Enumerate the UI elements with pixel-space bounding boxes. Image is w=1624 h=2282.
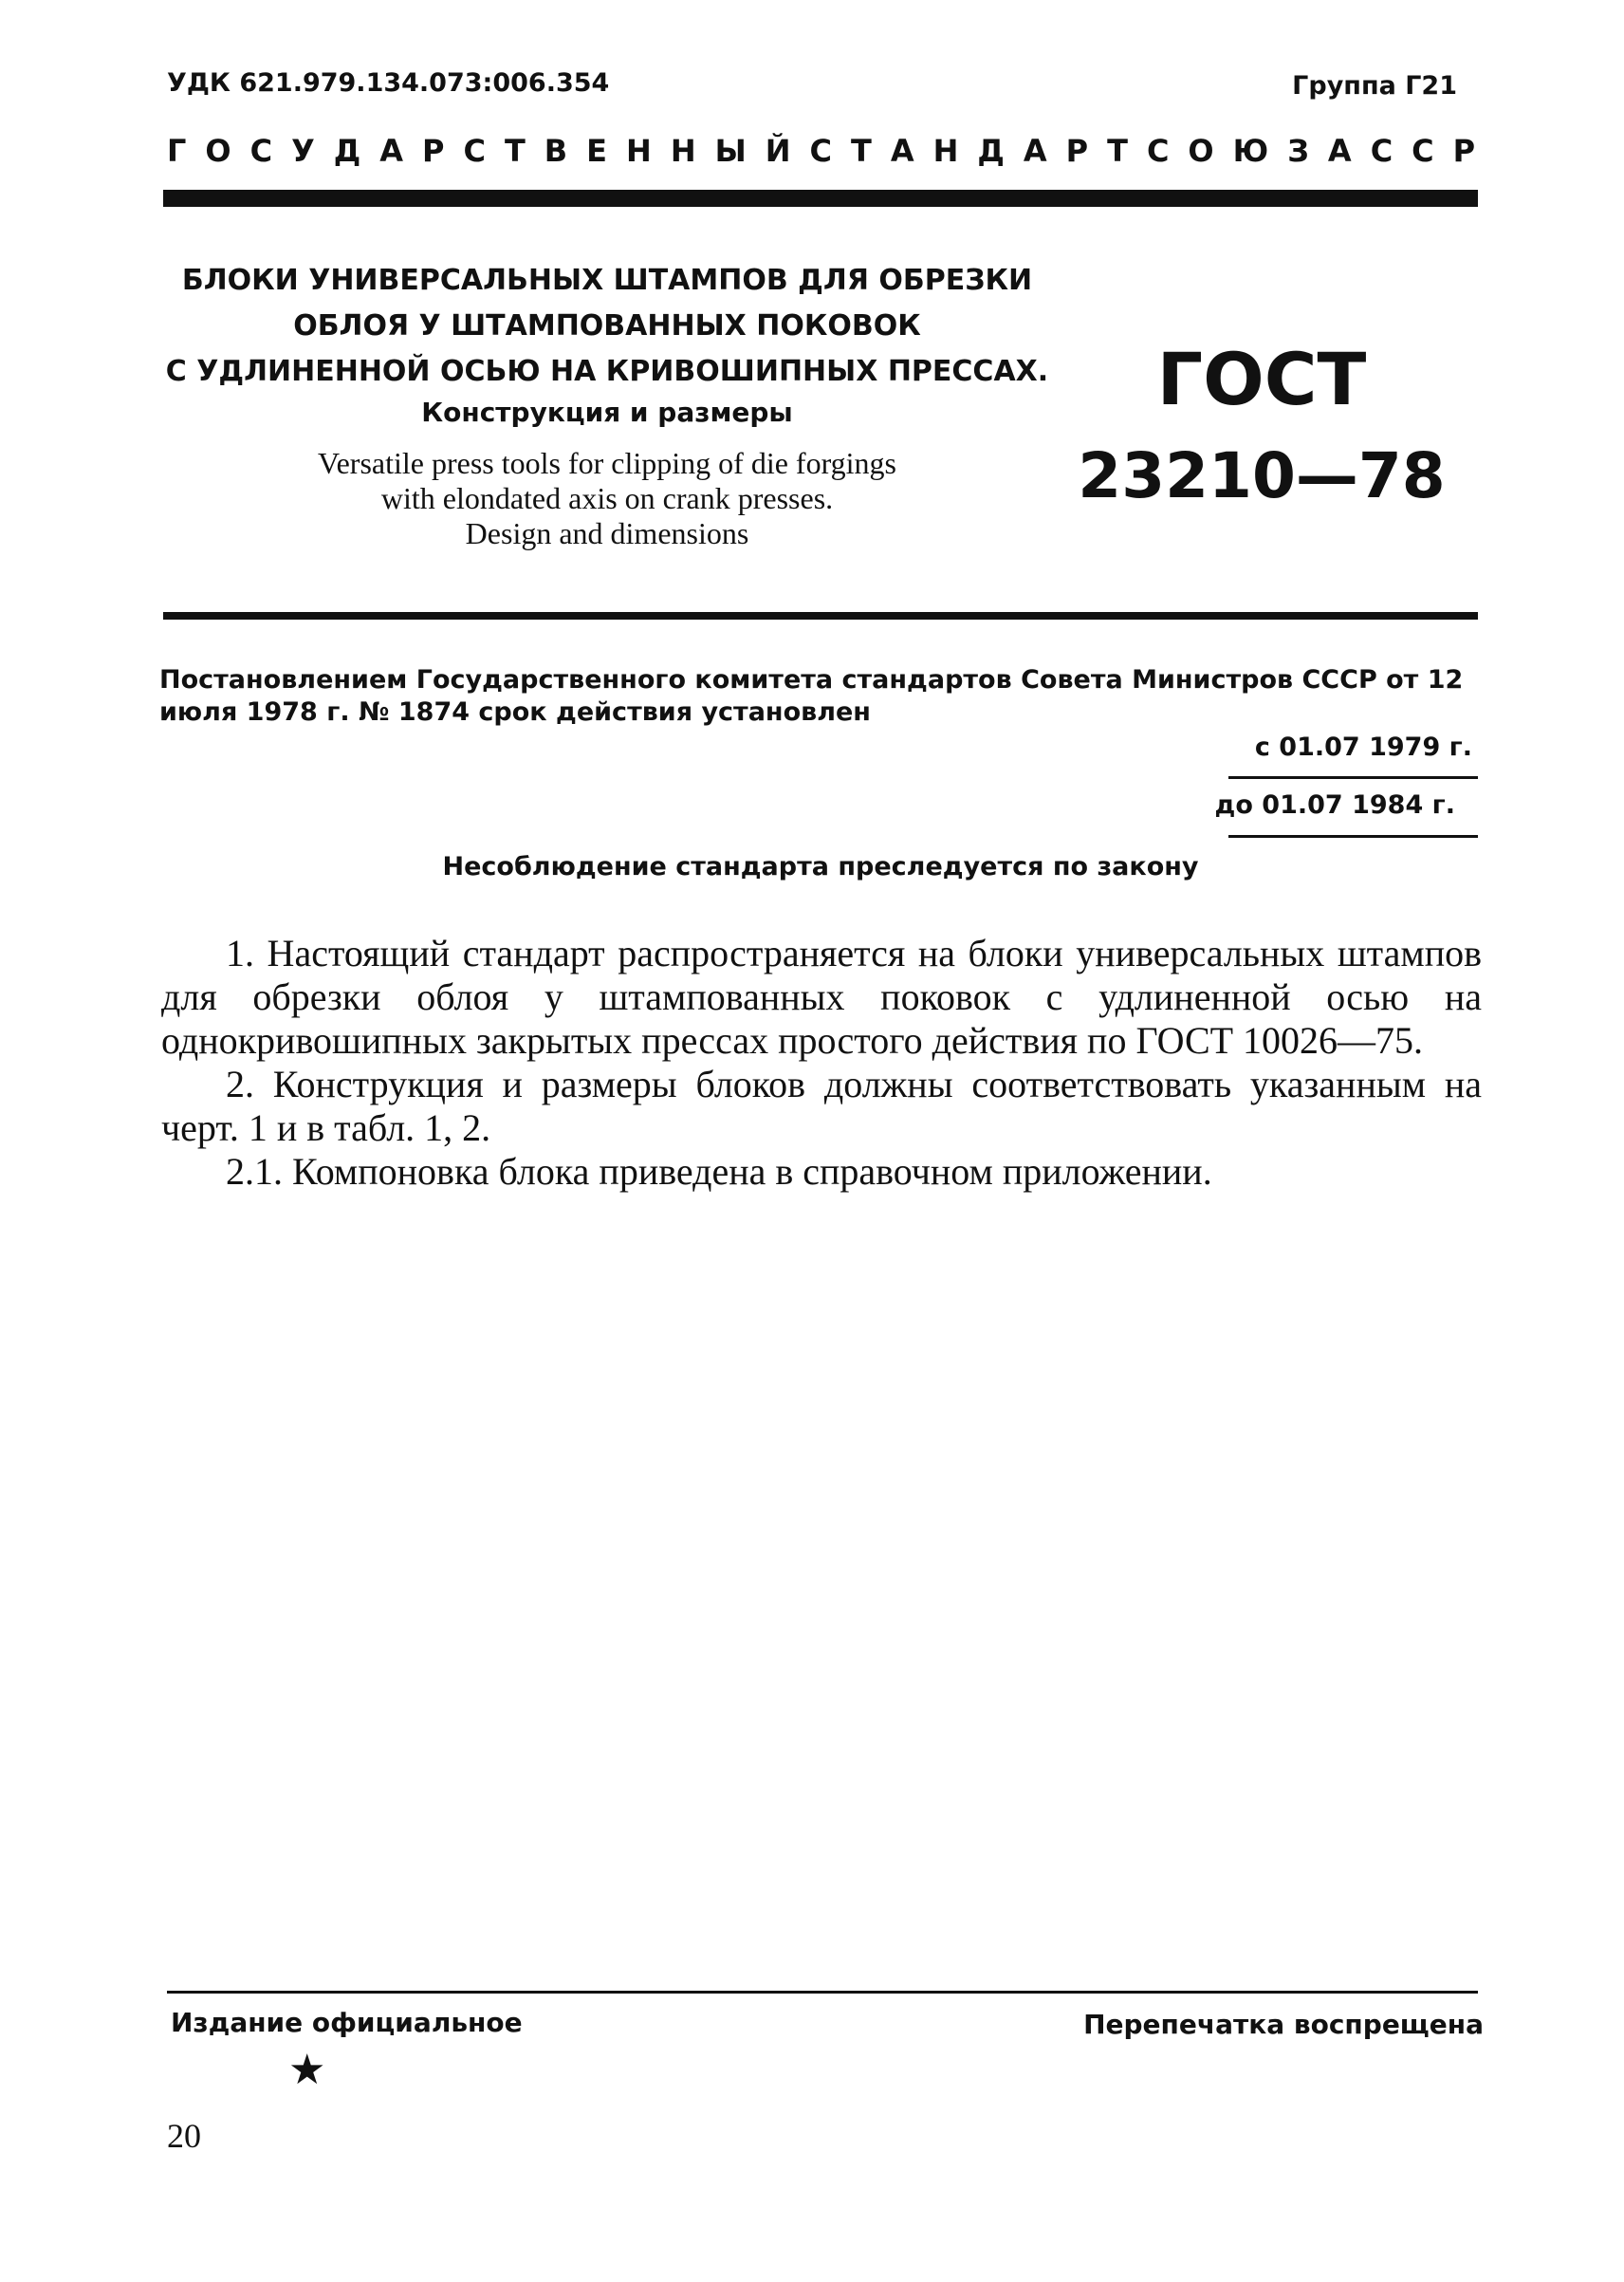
state-standard-word-1: ГОСУДАРСТВЕННЫЙ — [167, 133, 810, 169]
valid-to-date: до 01.07 1984 г. — [1214, 790, 1455, 820]
paragraph-1: 1. Настоящий стандарт распространяется на блоки универсальных штампов для обрезки облоя у штампованных поковок с удлиненной осью на однокривошипных закрытых прессах простого действия по ГОСТ 10026—75. — [161, 932, 1482, 1062]
group-code: Группа Г21 — [1292, 71, 1457, 101]
title-rule — [163, 612, 1478, 620]
english-title-line-3: Design and dimensions — [465, 516, 749, 550]
gost-designation — [1072, 337, 1451, 519]
state-standard-word-3: СОЮЗА — [1146, 133, 1371, 169]
body-text — [161, 932, 1482, 1194]
document-subtitle: Конструкция и размеры — [421, 397, 793, 428]
page-number: 20 — [167, 2117, 201, 2155]
date-underline-2 — [1228, 835, 1478, 838]
udk-code: УДК 621.979.134.073:006.354 — [167, 68, 610, 98]
english-title — [152, 446, 1062, 551]
decree-text: Постановлением Государственного комитета стандартов Совета Министров СССР от 12 июля 1978 г. № 1874 срок действия установлен — [159, 665, 1464, 727]
title-line-3: С УДЛИНЕННОЙ ОСЬЮ НА КРИВОШИПНЫХ ПРЕССАХ. — [165, 355, 1049, 388]
footer-rule — [167, 1991, 1478, 1994]
gost-label: ГОСТ — [1156, 337, 1367, 421]
law-notice: Несоблюдение стандарта преследуется по закону — [442, 852, 1199, 881]
header-rule — [163, 190, 1478, 207]
star-icon: ★ — [288, 2046, 326, 2094]
title-line-2: ОБЛОЯ У ШТАМПОВАННЫХ ПОКОВОК — [293, 309, 921, 343]
gost-number: 23210—78 — [1078, 439, 1446, 512]
paragraph-2-1: 2.1. Компоновка блока приведена в справочном приложении. — [226, 1150, 1212, 1193]
state-standard-word-4: ССР — [1370, 133, 1495, 169]
title-line-1: БЛОКИ УНИВЕРСАЛЬНЫХ ШТАМПОВ ДЛЯ ОБРЕЗКИ — [181, 264, 1033, 297]
document-title — [152, 258, 1062, 395]
state-standard-word-2: СТАНДАРТ — [809, 133, 1147, 169]
reprint-prohibited-label: Перепечатка воспрещена — [1083, 2009, 1484, 2040]
paragraph-2: 2. Конструкция и размеры блоков должны соответствовать указанным на черт. 1 и в табл. 1, 2. — [161, 1063, 1482, 1149]
english-title-line-2: with elondated axis on crank presses. — [380, 481, 834, 515]
date-underline-1 — [1228, 776, 1478, 779]
state-standard-heading — [167, 133, 1495, 169]
official-edition-label: Издание официальное — [171, 2007, 523, 2038]
english-title-line-1: Versatile press tools for clipping of die forgings — [318, 446, 896, 480]
valid-from-date: с 01.07 1979 г. — [1254, 733, 1472, 762]
